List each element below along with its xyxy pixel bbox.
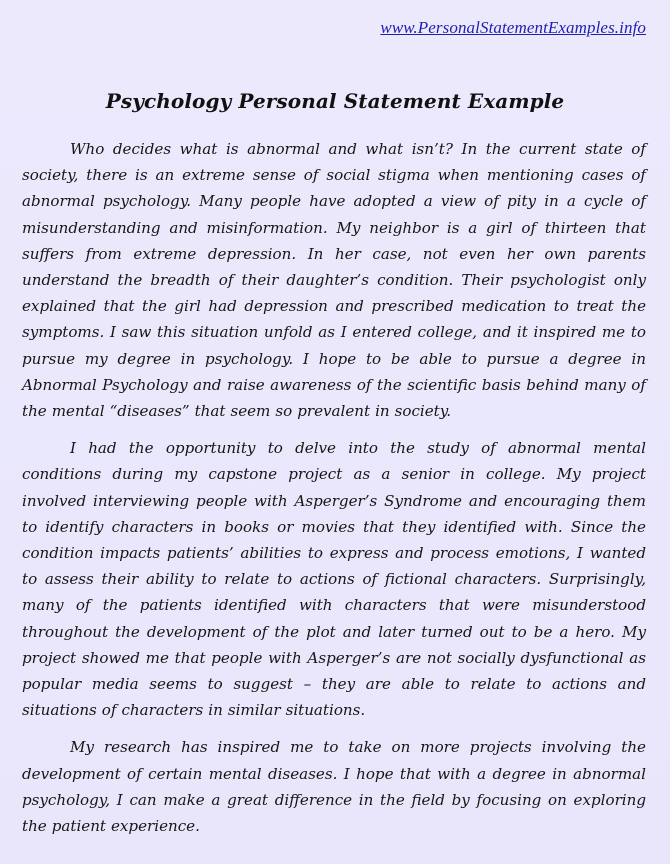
document-body [22,136,646,850]
document-title: Psychology Personal Statement Example [105,89,565,113]
site-url-link[interactable]: www.PersonalStatementExamples.info [380,18,646,37]
paragraph-3: My research has inspired me to take on more projects involving the development of certain mental diseases. I hope that with a degree in abnormal psychology, I can make a great difference in the field by focusing on exploring the patient experience. [22,738,646,836]
paragraph-1: Who decides what is abnormal and what isn’t? In the current state of society, there is an extreme sense of social stigma when mentioning cases of abnormal psychology. Many people have adopted a view of pity in a cycle of misunderstanding and misinformation. My neighbor is a girl of thirteen that suffers from extreme depression. In her case, not even her own parents understand the breadth of their daughter’s condition. Their psychologist only explained that the girl had depression and prescribed medication to treat the symptoms. I saw this situation unfold as I entered college, and it inspired me to pursue my degree in psychology. I hope to be able to pursue a degree in Abnormal Psychology and raise awareness of the scientific basis behind many of the mental “diseases” that seem so prevalent in society. [22,140,646,421]
paragraph-2: I had the opportunity to delve into the study of abnormal mental conditions during my capstone project as a senior in college. My project involved interviewing people with Asperger’s Syndrome and encouraging them to identify characters in books or movies that they identified with. Since the condition impacts patients’ abilities to express and process emotions, I wanted to assess their ability to relate to actions of fictional characters. Surprisingly, many of the patients identified with characters that were misunderstood throughout the development of the plot and later turned out to be a hero. My project showed me that people with Asperger’s are not socially dysfunctional as popular media seems to suggest – they are able to relate to actions and situations of characters in similar situations. [22,439,646,720]
